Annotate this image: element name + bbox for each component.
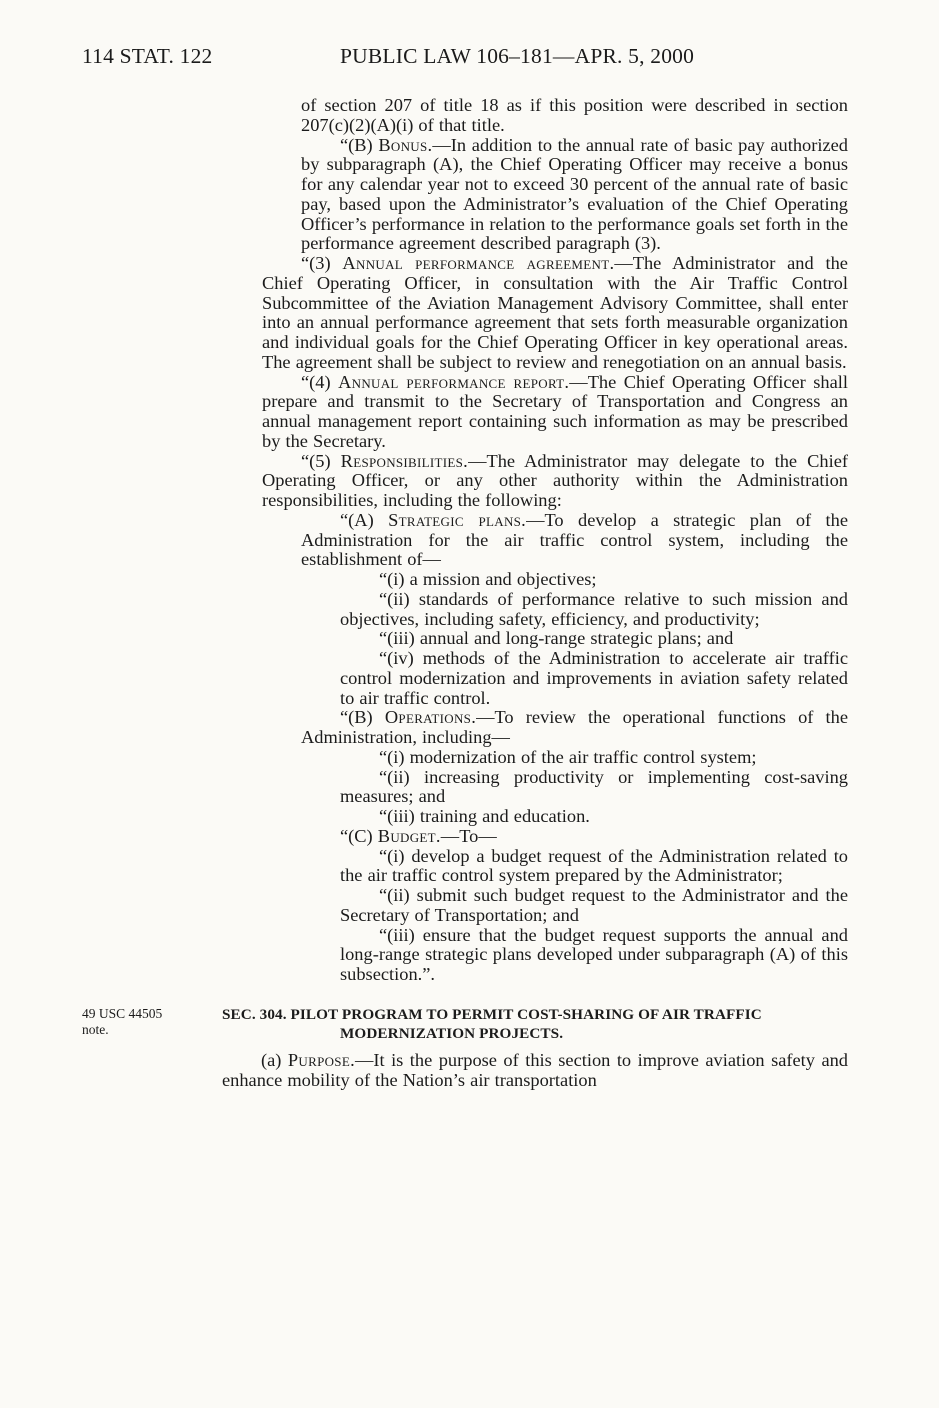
- paragraph-text: —To develop a strategic plan of the Administration for the air traffic control system, including the establishment of—: [301, 509, 849, 570]
- paragraph-label: “(5): [301, 450, 341, 471]
- paragraph-strategic-plans: [301, 511, 848, 570]
- clause-budget-ii: “(ii) submit such budget request to the Administrator and the Secretary of Transportation; and: [340, 885, 848, 925]
- clause-strategic-ii: “(ii) standards of performance relative to such mission and objectives, including safety, efficiency, and productivity;: [340, 588, 848, 629]
- paragraph-label: (a): [261, 1049, 288, 1070]
- paragraph-purpose: [222, 1051, 848, 1091]
- paragraph-annual-performance-report: [262, 373, 848, 452]
- page-body: [0, 96, 939, 1090]
- paragraph-text: —The Administrator and the Chief Operating Officer, in consultation with the Air Traffic Control Subcommittee of the Aviation Management Advisory Committee, shall enter into an annual performance agreement that sets forth measurable organization and individual goals for the Chief Operating Officer in key operational areas. The agreement shall be subject to review and renegotiation on an annual basis.: [262, 253, 848, 372]
- clause-strategic-iii: “(iii) annual and long-range strategic plans; and: [379, 628, 734, 649]
- paragraph-bonus: [301, 136, 848, 255]
- paragraph-label: “(4): [301, 371, 339, 392]
- paragraph-label: “(3): [301, 253, 343, 273]
- paragraph-label: “(B): [340, 134, 379, 155]
- clause-budget-i: “(i) develop a budget request of the Administration related to the air traffic control system prepared by the Administrator;: [340, 845, 848, 886]
- clause-budget-iii: “(iii) ensure that the budget request supports the annual and long-range strategic plans developed under subparagraph (A) of this subsection.”.: [340, 924, 848, 984]
- paragraph-annual-performance-agreement: [262, 254, 848, 373]
- paragraph-label: “(A): [340, 509, 389, 530]
- section-title-line: MODERNIZATION PROJECTS.: [340, 1025, 564, 1043]
- paragraph-label: “(C): [340, 825, 378, 846]
- clause-operations-i: “(i) modernization of the air traffic control system;: [379, 746, 757, 767]
- paragraph-heading: Annual performance report.: [338, 371, 570, 392]
- paragraph-operations: [301, 708, 848, 748]
- paragraph-budget: [301, 827, 848, 847]
- margin-note-label: note.: [82, 1021, 109, 1037]
- section-title: [222, 1005, 848, 1044]
- paragraph-text: —In addition to the annual rate of basic pay authorized by subparagraph (A), the Chief Operating Officer may receive a bonus for any calendar year not to exceed 30 percent of the annual rate of basic pay, based upon the Administrator’s evaluation of the Chief Operating Officer’s performance in relation to the performance goals set forth in the performance agreement described paragraph (3).: [301, 134, 848, 254]
- clause-operations-iii: “(iii) training and education.: [379, 806, 590, 826]
- paragraph-text: of section 207 of title 18 as if this position were described in section 207(c)(2)(A)(i) of that title.: [301, 95, 848, 135]
- paragraph-text: —It is the purpose of this section to improve aviation safety and enhance mobility of the Nation’s air transportation: [222, 1049, 849, 1090]
- paragraph-continued: [301, 96, 848, 136]
- paragraph-text: —To—: [440, 825, 497, 846]
- paragraph-heading: Budget.: [377, 825, 441, 846]
- section-title-line: SEC. 304. PILOT PROGRAM TO PERMIT COST-SHARING OF AIR TRAFFIC: [222, 1005, 762, 1023]
- paragraph-text: —The Chief Operating Officer shall prepare and transmit to the Secretary of Transportation and Congress an annual management report containing such information as may be prescribed by the Secretary.: [262, 371, 848, 451]
- paragraph-heading: Bonus.: [378, 134, 433, 155]
- stat-page-number: 114 STAT. 122: [82, 44, 213, 68]
- clause-strategic-i: “(i) a mission and objectives;: [379, 569, 597, 589]
- running-header: [82, 44, 802, 76]
- paragraph-heading: Operations.: [384, 707, 477, 728]
- margin-note-citation: 49 USC 44505: [82, 1005, 163, 1021]
- paragraph-heading: Responsibilities.: [340, 450, 469, 471]
- paragraph-text: —To review the operational functions of the Administration, including—: [301, 707, 849, 747]
- paragraph-heading: Annual performance agreement.: [342, 253, 615, 273]
- paragraph-text: —The Administrator may delegate to the Chief Operating Officer, or any other authority within the Administration responsibilities, including the following:: [262, 450, 848, 510]
- paragraph-heading: Purpose.: [287, 1049, 355, 1070]
- running-title: PUBLIC LAW 106–181—APR. 5, 2000: [340, 44, 695, 68]
- clause-operations-ii: “(ii) increasing productivity or implementing cost-saving measures; and: [340, 766, 848, 807]
- clause-strategic-iv: “(iv) methods of the Administration to accelerate air traffic control modernization and improvements in aviation safety related to air traffic control.: [340, 648, 848, 708]
- section-heading: [0, 1005, 939, 1045]
- paragraph-responsibilities: [262, 452, 848, 511]
- margin-note: [82, 1006, 202, 1038]
- paragraph-heading: Strategic plans.: [388, 509, 527, 530]
- paragraph-label: “(B): [340, 707, 385, 728]
